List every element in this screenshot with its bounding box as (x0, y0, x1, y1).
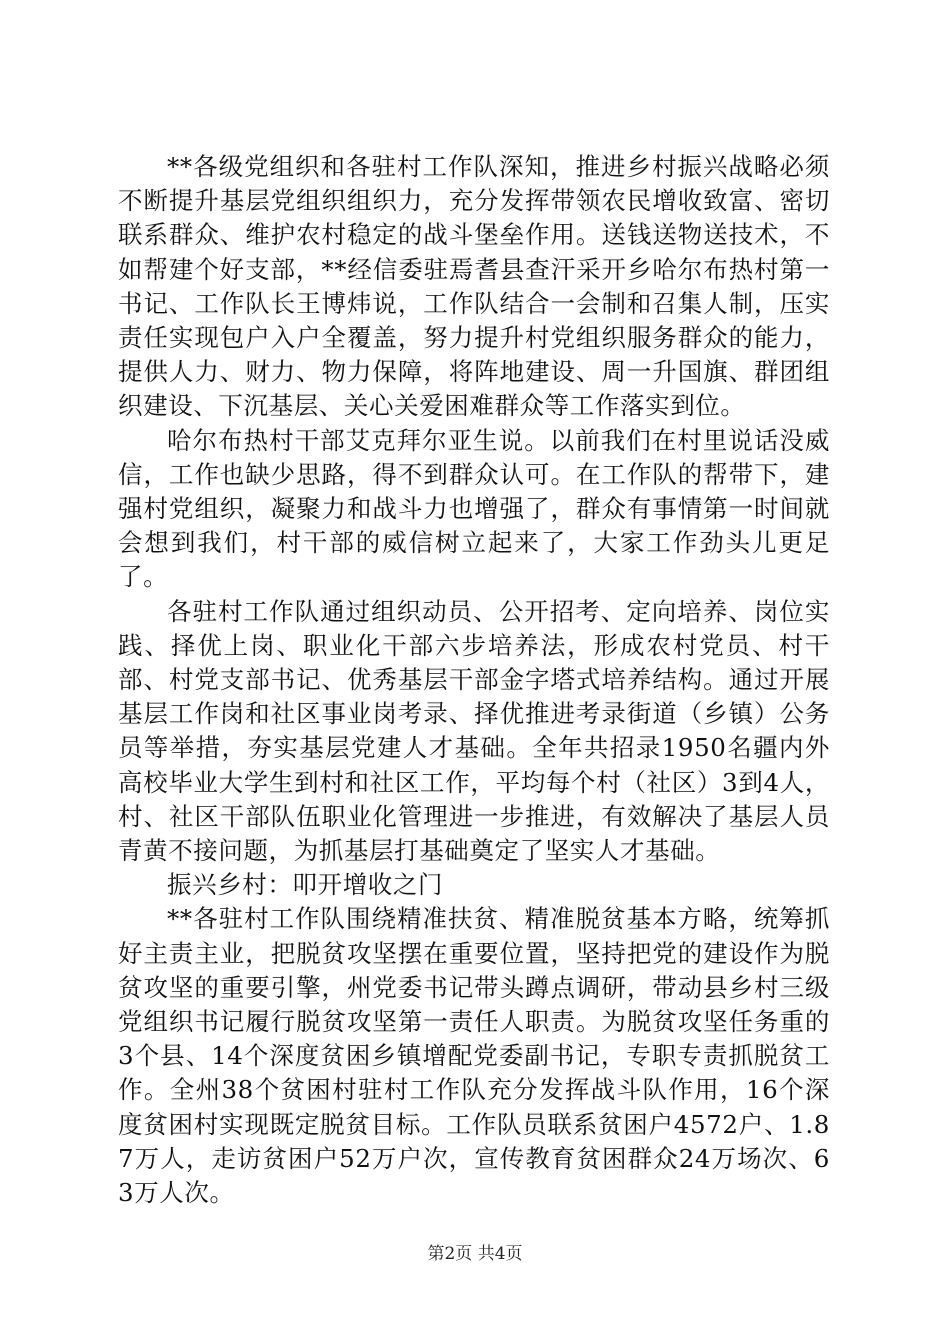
paragraph-party-organization: **各级党组织和各驻村工作队深知，推进乡村振兴战略必须不断提升基层党组织组织力，充分发挥带领农民增收致富、密切联系群众、维护农村稳定的战斗堡垒作用。送钱送物送技术，不如帮建个好支部，**经信委驻焉耆县查汗采开乡哈尔布热村第一书记、工作队长王博炜说，工作队结合一会制和召集人制，压实责任实现包户入户全覆盖，努力提升村党组织服务群众的能力，提供人力、财力、物力保障，将阵地建设、周一升国旗、群团组织建设、下沉基层、关心关爱困难群众等工作落实到位。 (118, 152, 830, 421)
paragraph-village-cadre-quote: 哈尔布热村干部艾克拜尔亚生说。以前我们在村里说话没威信，工作也缺少思路，得不到群众认可。在工作队的帮带下，建强村党组织，凝聚力和战斗力也增强了，群众有事情第一时间就会想到我们，村干部的威信树立起来了，大家工作劲头儿更足了。 (118, 425, 830, 592)
paragraph-talent-training: 各驻村工作队通过组织动员、公开招考、定向培养、岗位实践、择优上岗、职业化干部六步培养法，形成农村党员、村干部、村党支部书记、优秀基层干部金字塔式培养结构。通过开展基层工作岗和社区事业岗考录、择优推进考录街道（乡镇）公务员等举措，夯实基层党建人才基础。全年共招录1950名疆内外高校毕业大学生到村和社区工作，平均每个村（社区）3到4人，村、社区干部队伍职业化管理进一步推进，有效解决了基层人员青黄不接问题，为抓基层打基础奠定了坚实人才基础。 (118, 596, 830, 866)
body-text (118, 150, 830, 1210)
section-subheading: 振兴乡村：叩开增收之门 (167, 870, 444, 900)
page-footer: 第2页 共4页 (427, 1244, 523, 1264)
paragraph-poverty-alleviation: **各驻村工作队围绕精准扶贫、精准脱贫基本方略，统筹抓好主责主业，把脱贫攻坚摆在重要位置，坚持把党的建设作为脱贫攻坚的重要引擎，州党委书记带头蹲点调研，带动县乡村三级党组织书记履行脱贫攻坚第一责任人职责。为脱贫攻坚任务重的3个县、14个深度贫困乡镇增配党委副书记，专职专责抓脱贫工作。全州38个贫困村驻村工作队充分发挥战斗队作用，16个深度贫困村实现既定脱贫目标。工作队员联系贫困户4572户、1.87万人，走访贫困户52万户次，宣传教育贫困群众24万场次、63万人次。 (118, 904, 830, 1208)
